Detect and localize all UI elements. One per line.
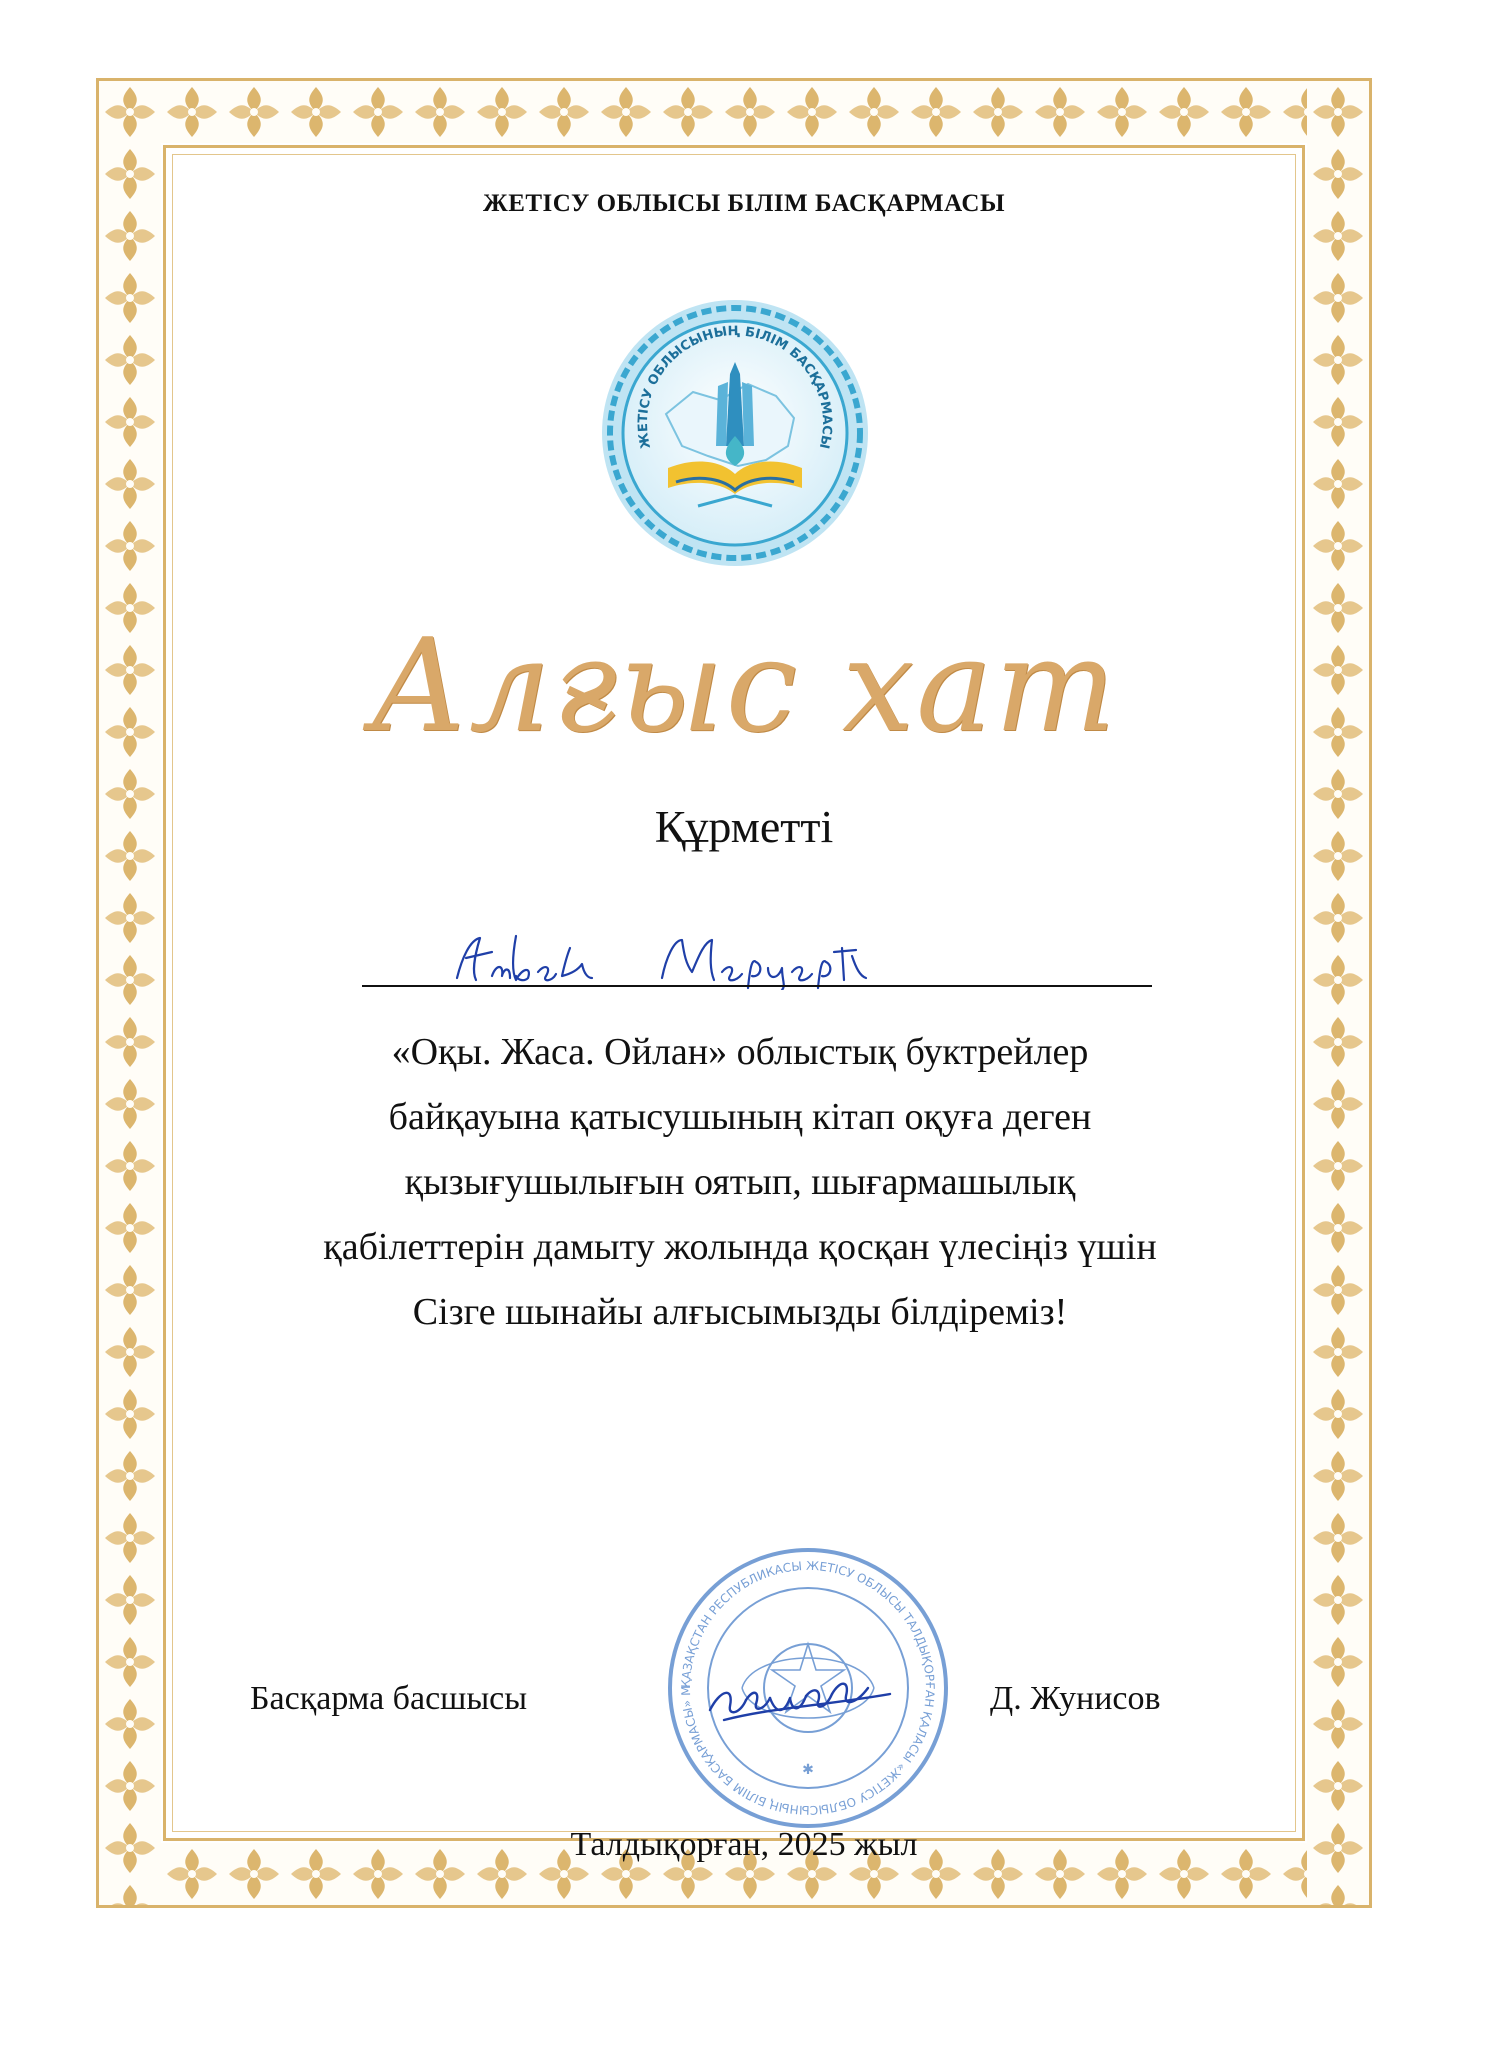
place-and-year: Талдықорған, 2025 жыл <box>570 1826 918 1863</box>
signatory-title: Басқарма басшысы <box>250 1680 528 1717</box>
frame-ornament-left <box>99 81 161 1905</box>
body-line: қабілеттерін дамыту жолында қосқан үлесіңіз үшін <box>323 1226 1157 1268</box>
svg-text:ЖЕТІСУ ОБЛЫСЫНЫҢ БІЛІМ БАСҚАРМ: ЖЕТІСУ ОБЛЫСЫНЫҢ БІЛІМ БАСҚАРМАСЫ <box>635 324 835 451</box>
certificate-title: Алғыс хат <box>370 612 1118 761</box>
body-line: байқауына қатысушының кітап оқуға деген <box>388 1096 1092 1138</box>
frame-ornament-right <box>1307 81 1369 1905</box>
recipient-handwritten-name <box>452 928 912 990</box>
body-line: Сізге шынайы алғысымызды білдіреміз! <box>412 1291 1068 1333</box>
frame-ornament-top <box>99 81 1369 143</box>
recipient-name-line <box>362 985 1152 987</box>
svg-text:✱: ✱ <box>802 1762 814 1778</box>
handwritten-signature <box>700 1650 900 1740</box>
body-line: қызығушылығын оятып, шығармашылық <box>404 1161 1076 1203</box>
svg-text:ҚАЗАҚСТАН РЕСПУБЛИКАСЫ ЖЕТІСУ: ҚАЗАҚСТАН РЕСПУБЛИКАСЫ ЖЕТІСУ ОБЛЫСЫ ТАЛДЫҚОРҒАН ҚАЛАСЫ «ЖЕТІСУ ОБЛЫСЫНЫҢ БІЛІМ БАСҚАРМАСЫ» М <box>678 1558 938 1818</box>
organization-title: ЖЕТІСУ ОБЛЫСЫ БІЛІМ БАСҚАРМАСЫ <box>482 190 1005 217</box>
organization-logo <box>598 296 872 570</box>
body-line: «Оқы. Жаса. Ойлан» облыстық буктрейлер <box>391 1031 1089 1073</box>
salutation: Құрметті <box>654 801 834 852</box>
signatory-name: Д. Жунисов <box>990 1680 1161 1717</box>
certificate-body <box>190 1020 1290 1345</box>
